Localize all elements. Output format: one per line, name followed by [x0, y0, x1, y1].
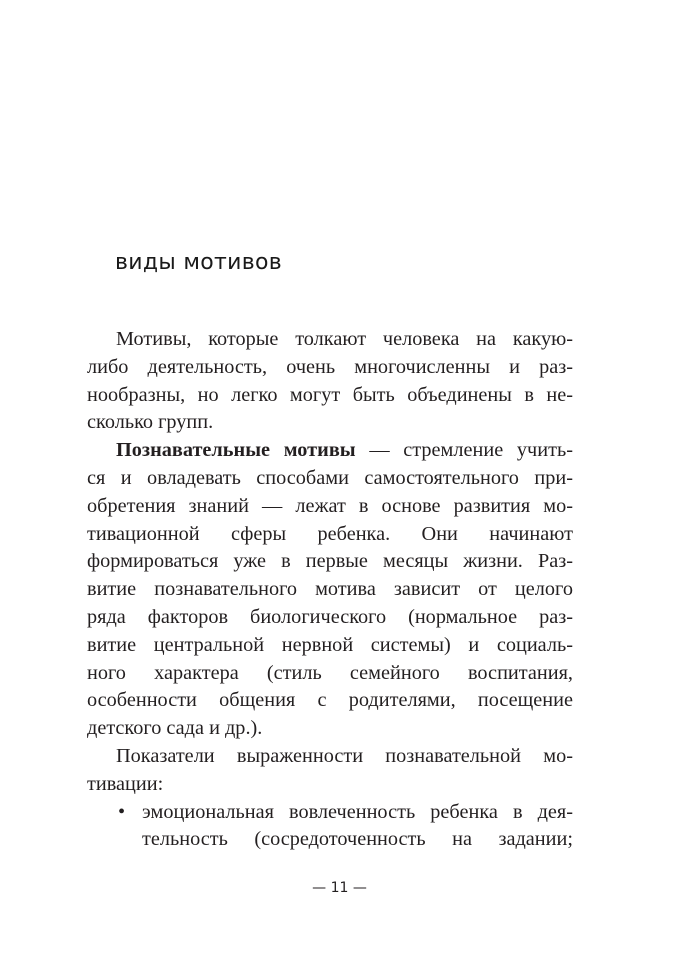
paragraph-line: ряда факторов биологического (нормальное раз- [87, 605, 573, 628]
paragraph-line: тивации: [87, 772, 164, 795]
paragraph-line: нообразны, но легко могут быть объединены в не- [87, 383, 573, 406]
paragraph-line: витие центральной нервной системы) и социаль- [87, 633, 573, 656]
paragraph-line: тивационной сферы ребенка. Они начинают [87, 522, 573, 545]
bold-term: Познавательные мотивы [116, 439, 356, 462]
paragraph-text: — стремление учить- [355, 439, 573, 462]
bullet-item-line [87, 799, 573, 827]
paragraph-line: формироваться уже в первые месяцы жизни. Раз- [87, 550, 573, 573]
paragraph-line: витие познавательного мотива зависит от целого [87, 578, 573, 601]
paragraph-line [87, 437, 573, 465]
paragraph-line: детского сада и др.). [87, 717, 263, 740]
bullet-item-line: тельность (сосредоточенность на задании; [142, 828, 573, 851]
section-heading: виды мотивов [115, 250, 282, 275]
paragraph-line: Показатели выраженности познавательной мо- [116, 744, 573, 767]
bullet-icon: • [118, 800, 126, 823]
paragraph-line: ного характера (стиль семейного воспитания, [87, 661, 573, 684]
paragraph-line: либо деятельность, очень многочисленны и раз- [87, 355, 573, 378]
paragraph-line: особенности общения с родителями, посещение [87, 689, 573, 712]
paragraph-line: ся и овладевать способами самостоятельного при- [87, 466, 573, 489]
paragraph-line: Мотивы, которые толкают человека на какую- [116, 328, 573, 350]
body-text [87, 326, 573, 854]
paragraph-line: обретения знаний — лежат в основе развития мо- [87, 494, 573, 517]
page-number: — 11 — [312, 880, 367, 896]
paragraph-line: сколько групп. [87, 411, 214, 434]
bullet-text: эмоциональная вовлеченность ребенка в дея- [142, 800, 573, 823]
